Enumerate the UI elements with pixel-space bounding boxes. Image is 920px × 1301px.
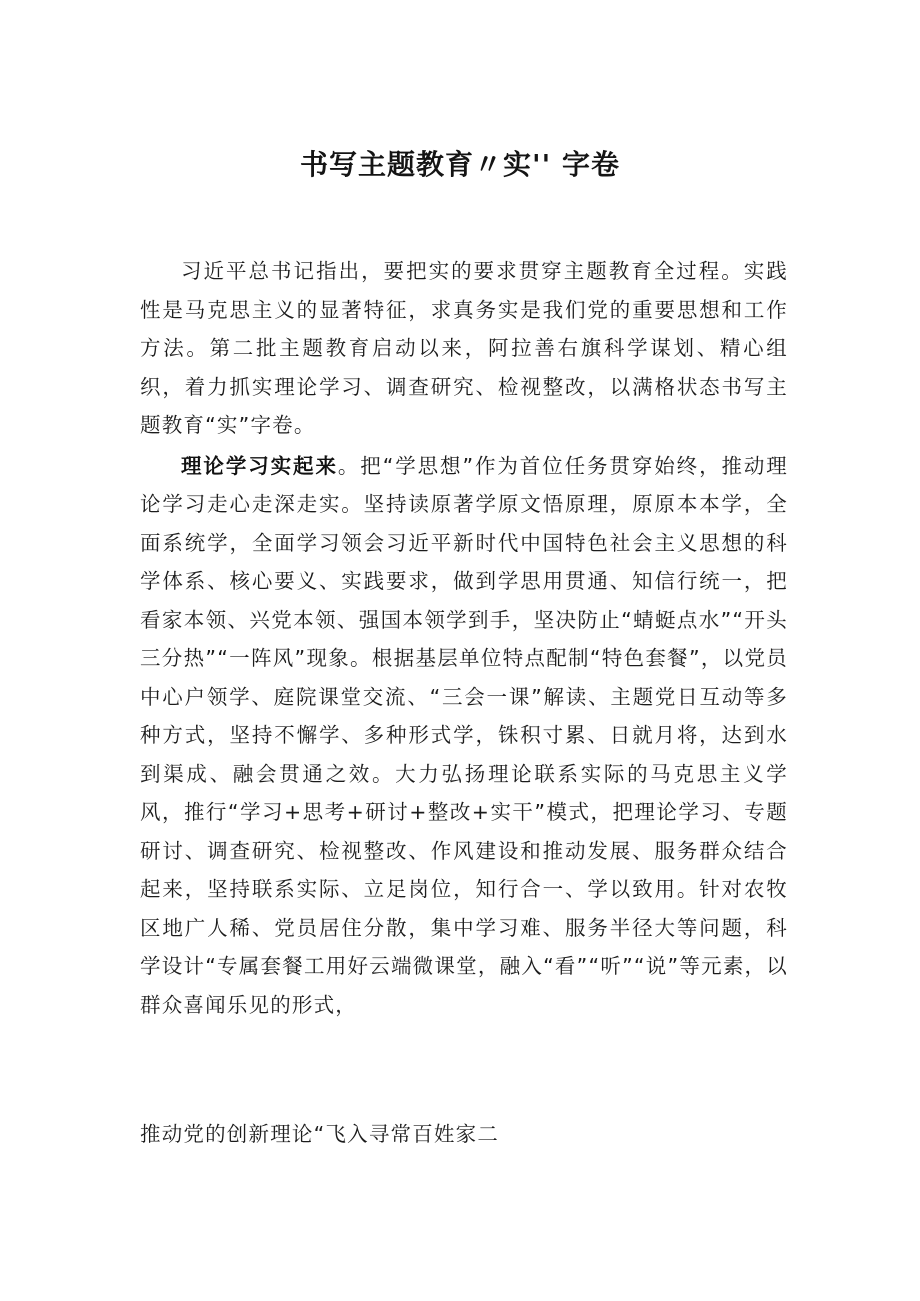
paragraph-intro-text: 习近平总书记指出，要把实的要求贯穿主题教育全过程。实践性是马克思主义的显著特征，求真务实是我们党的重要思想和工作方法。第二批主题教育启动以来，阿拉善右旗科学谋划、精心组织，着力抓实理论学习、调查研究、检视整改，以满格状态书写主题教育“实”字卷。 xyxy=(140,259,788,437)
paragraph-heading: 理论学习实起来 xyxy=(181,453,338,478)
paragraph-theory-study xyxy=(140,447,788,1025)
paragraph-intro xyxy=(140,252,788,445)
document-title: 书写主题教育〃实'' 字卷 xyxy=(300,148,620,181)
trailing-line: 推动党的创新理论“飞入寻常百姓家二 xyxy=(140,1122,500,1146)
document-body xyxy=(140,252,788,1024)
paragraph-theory-study-text: 。把“学思想”作为首位任务贯穿始终，推动理论学习走心走深走实。坚持读原著学原文悟原理，原原本本学，全面系统学，全面学习领会习近平新时代中国特色社会主义思想的科学体系、核心要义、实践要求，做到学思用贯通、知信行统一，把看家本领、兴党本领、强国本领学到手，坚决防止“蜻蜓点水”“开头三分热”“一阵风”现象。根据基层单位特点配制“特色套餐”，以党员中心户领学、庭院课堂交流、“三会一课”解读、主题党日互动等多种方式，坚持不懈学、多种形式学，铢积寸累、日就月将，达到水到渠成、融会贯通之效。大力弘扬理论联系实际的马克思主义学风，推行“学习+思考+研讨+整改+实干”模式，把理论学习、专题研讨、调查研究、检视整改、作风建设和推动发展、服务群众结合起来，坚持联系实际、立足岗位，知行合一、学以致用。针对农牧区地广人稀、党员居住分散，集中学习难、服务半径大等问题，科学设计“专属套餐工用好云端微课堂，融入“看”“听”“说”等元素，以群众喜闻乐见的形式， xyxy=(140,453,788,1017)
